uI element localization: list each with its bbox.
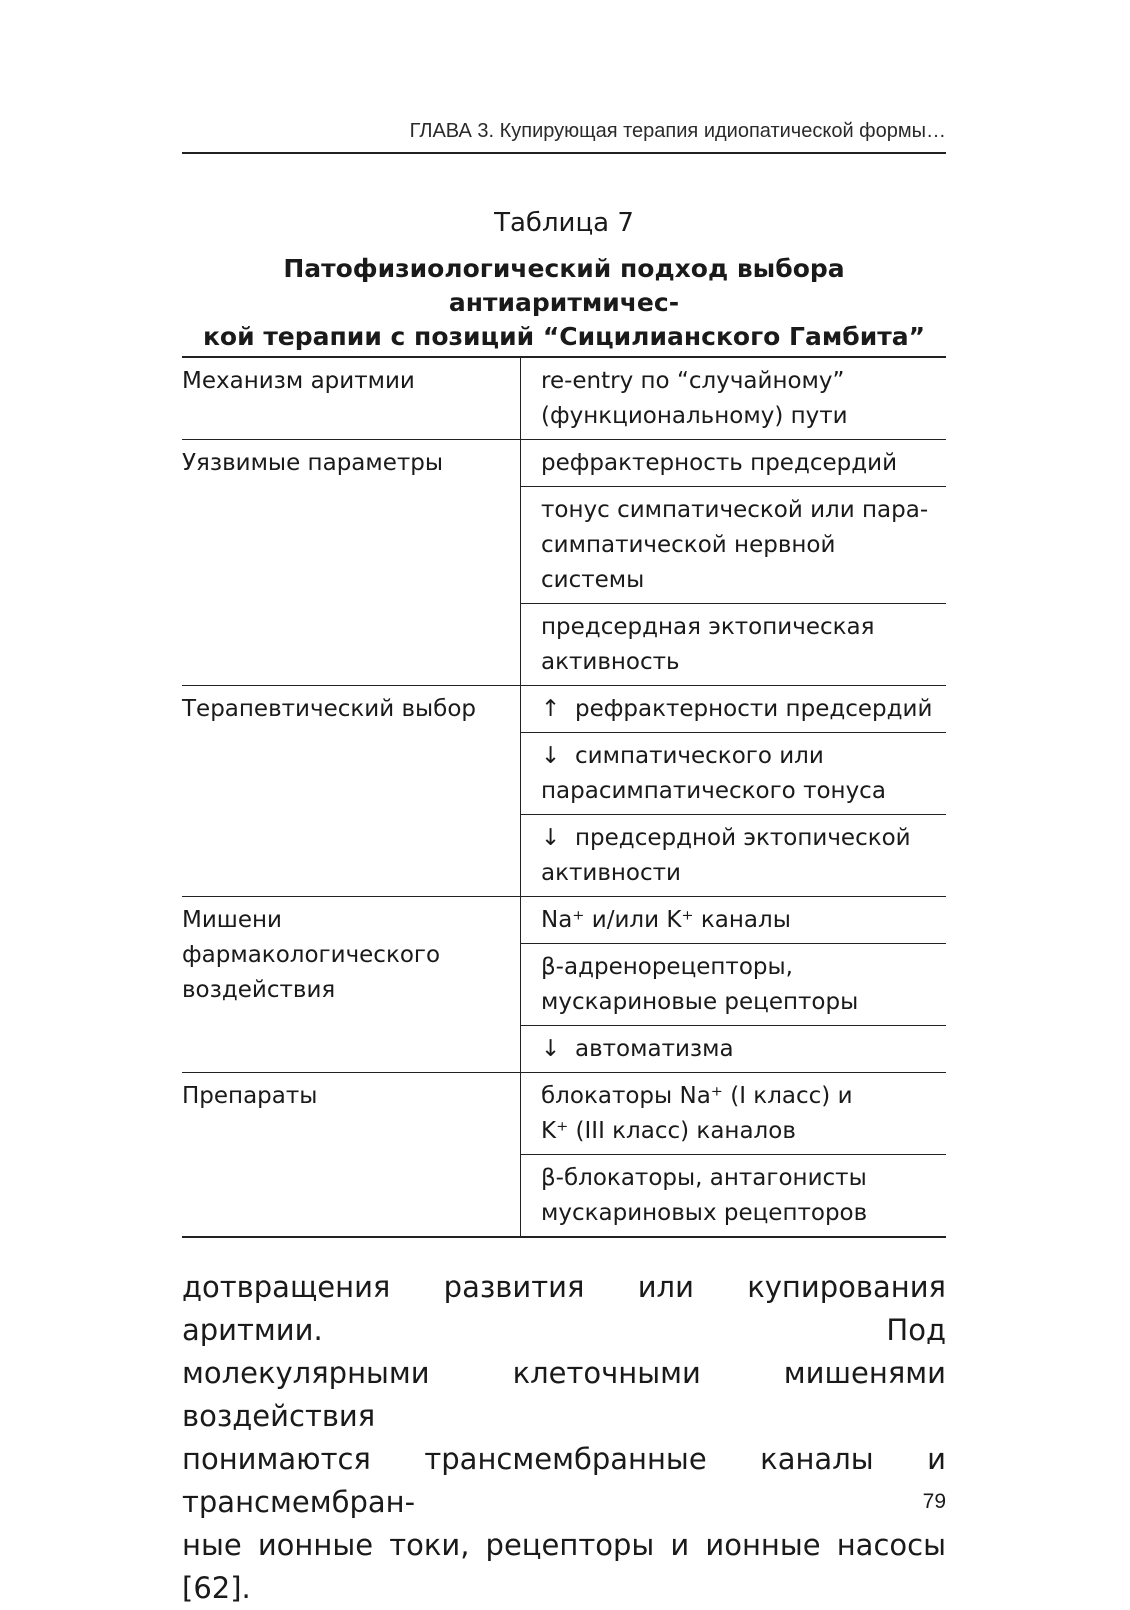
cell-line: активности (541, 860, 681, 886)
row-value (521, 686, 947, 733)
arrow-down-icon: ↓ (541, 825, 561, 851)
cell-text: автоматизма (575, 1036, 734, 1062)
row-label: Препараты (182, 1073, 521, 1238)
cell-line: мускариновых рецепторов (541, 1200, 868, 1226)
paragraph-line: ные ионные токи, рецепторы и ионные насосы [62]. (182, 1528, 946, 1605)
row-label: Уязвимые параметры (182, 440, 521, 686)
cell-line (541, 1032, 946, 1067)
page-number: 79 (922, 1490, 946, 1513)
row-value (521, 357, 947, 440)
row-value (521, 604, 947, 686)
cell-text: рефрактерности предсердий (575, 696, 933, 722)
table-row-vulnerable (182, 440, 946, 487)
label-line: Мишени (182, 907, 282, 933)
cell-line: парасимпатического тонуса (541, 778, 886, 804)
row-label (182, 897, 521, 1073)
cell-line: блокаторы Na⁺ (I класс) и (541, 1083, 853, 1109)
running-head: ГЛАВА 3. Купирующая терапия идиопатической формы… (182, 120, 946, 154)
cell-line: re-entry по “случайному” (541, 368, 845, 394)
row-value (521, 1155, 947, 1238)
table-number: Таблица 7 (494, 208, 634, 238)
paragraph-line: понимаются трансмембранные каналы и трансмембран- (182, 1442, 946, 1519)
row-value (521, 487, 947, 604)
arrow-up-icon: ↑ (541, 696, 561, 722)
cell-line: (функциональному) пути (541, 403, 848, 429)
cell-line: тонус симпатической или пара- (541, 497, 929, 523)
cell-line: симпатической нервной системы (541, 532, 836, 593)
label-line: фармакологического (182, 942, 441, 968)
cell-line: рефрактерность предсердий (541, 450, 898, 476)
cell-line: Na⁺ и/или K⁺ каналы (541, 907, 791, 933)
table-row-targets (182, 897, 946, 944)
cell-line: мускариновые рецепторы (541, 989, 859, 1015)
cell-text: предсердной эктопической (575, 825, 911, 851)
table-row-mechanism (182, 357, 946, 440)
cell-line: β-адренорецепторы, (541, 954, 793, 980)
row-label: Терапевтический выбор (182, 686, 521, 897)
cell-text: симпатического или (575, 743, 824, 769)
label-line: воздействия (182, 977, 336, 1003)
paragraph-line: дотвращения развития или купирования аритмии. Под (182, 1270, 946, 1347)
cell-line: предсердная эктопическая (541, 614, 875, 640)
row-value (521, 815, 947, 897)
pathophysiology-table (182, 356, 946, 1238)
row-value (521, 944, 947, 1026)
row-value (521, 1073, 947, 1155)
row-value (521, 1026, 947, 1073)
cell-line (541, 692, 946, 727)
cell-line (541, 739, 946, 774)
table-row-therapeutic (182, 686, 946, 733)
row-value (521, 440, 947, 487)
row-value (521, 733, 947, 815)
row-value (521, 897, 947, 944)
table-title-line: Патофизиологический подход выбора антиаритмичес- (283, 254, 845, 317)
cell-line: K⁺ (III класс) каналов (541, 1118, 796, 1144)
table-title-line: кой терапии с позиций “Сицилианского Гамбита” (202, 322, 926, 351)
table-row-drugs (182, 1073, 946, 1155)
body-paragraph (182, 1266, 946, 1610)
table-title (182, 252, 946, 354)
row-label: Механизм аритмии (182, 357, 521, 440)
cell-line (541, 821, 946, 856)
paragraph-line: молекулярными клеточными мишенями воздействия (182, 1356, 946, 1433)
arrow-down-icon: ↓ (541, 1036, 561, 1062)
cell-line: β-блокаторы, антагонисты (541, 1165, 867, 1191)
cell-line: активность (541, 649, 680, 675)
arrow-down-icon: ↓ (541, 743, 561, 769)
